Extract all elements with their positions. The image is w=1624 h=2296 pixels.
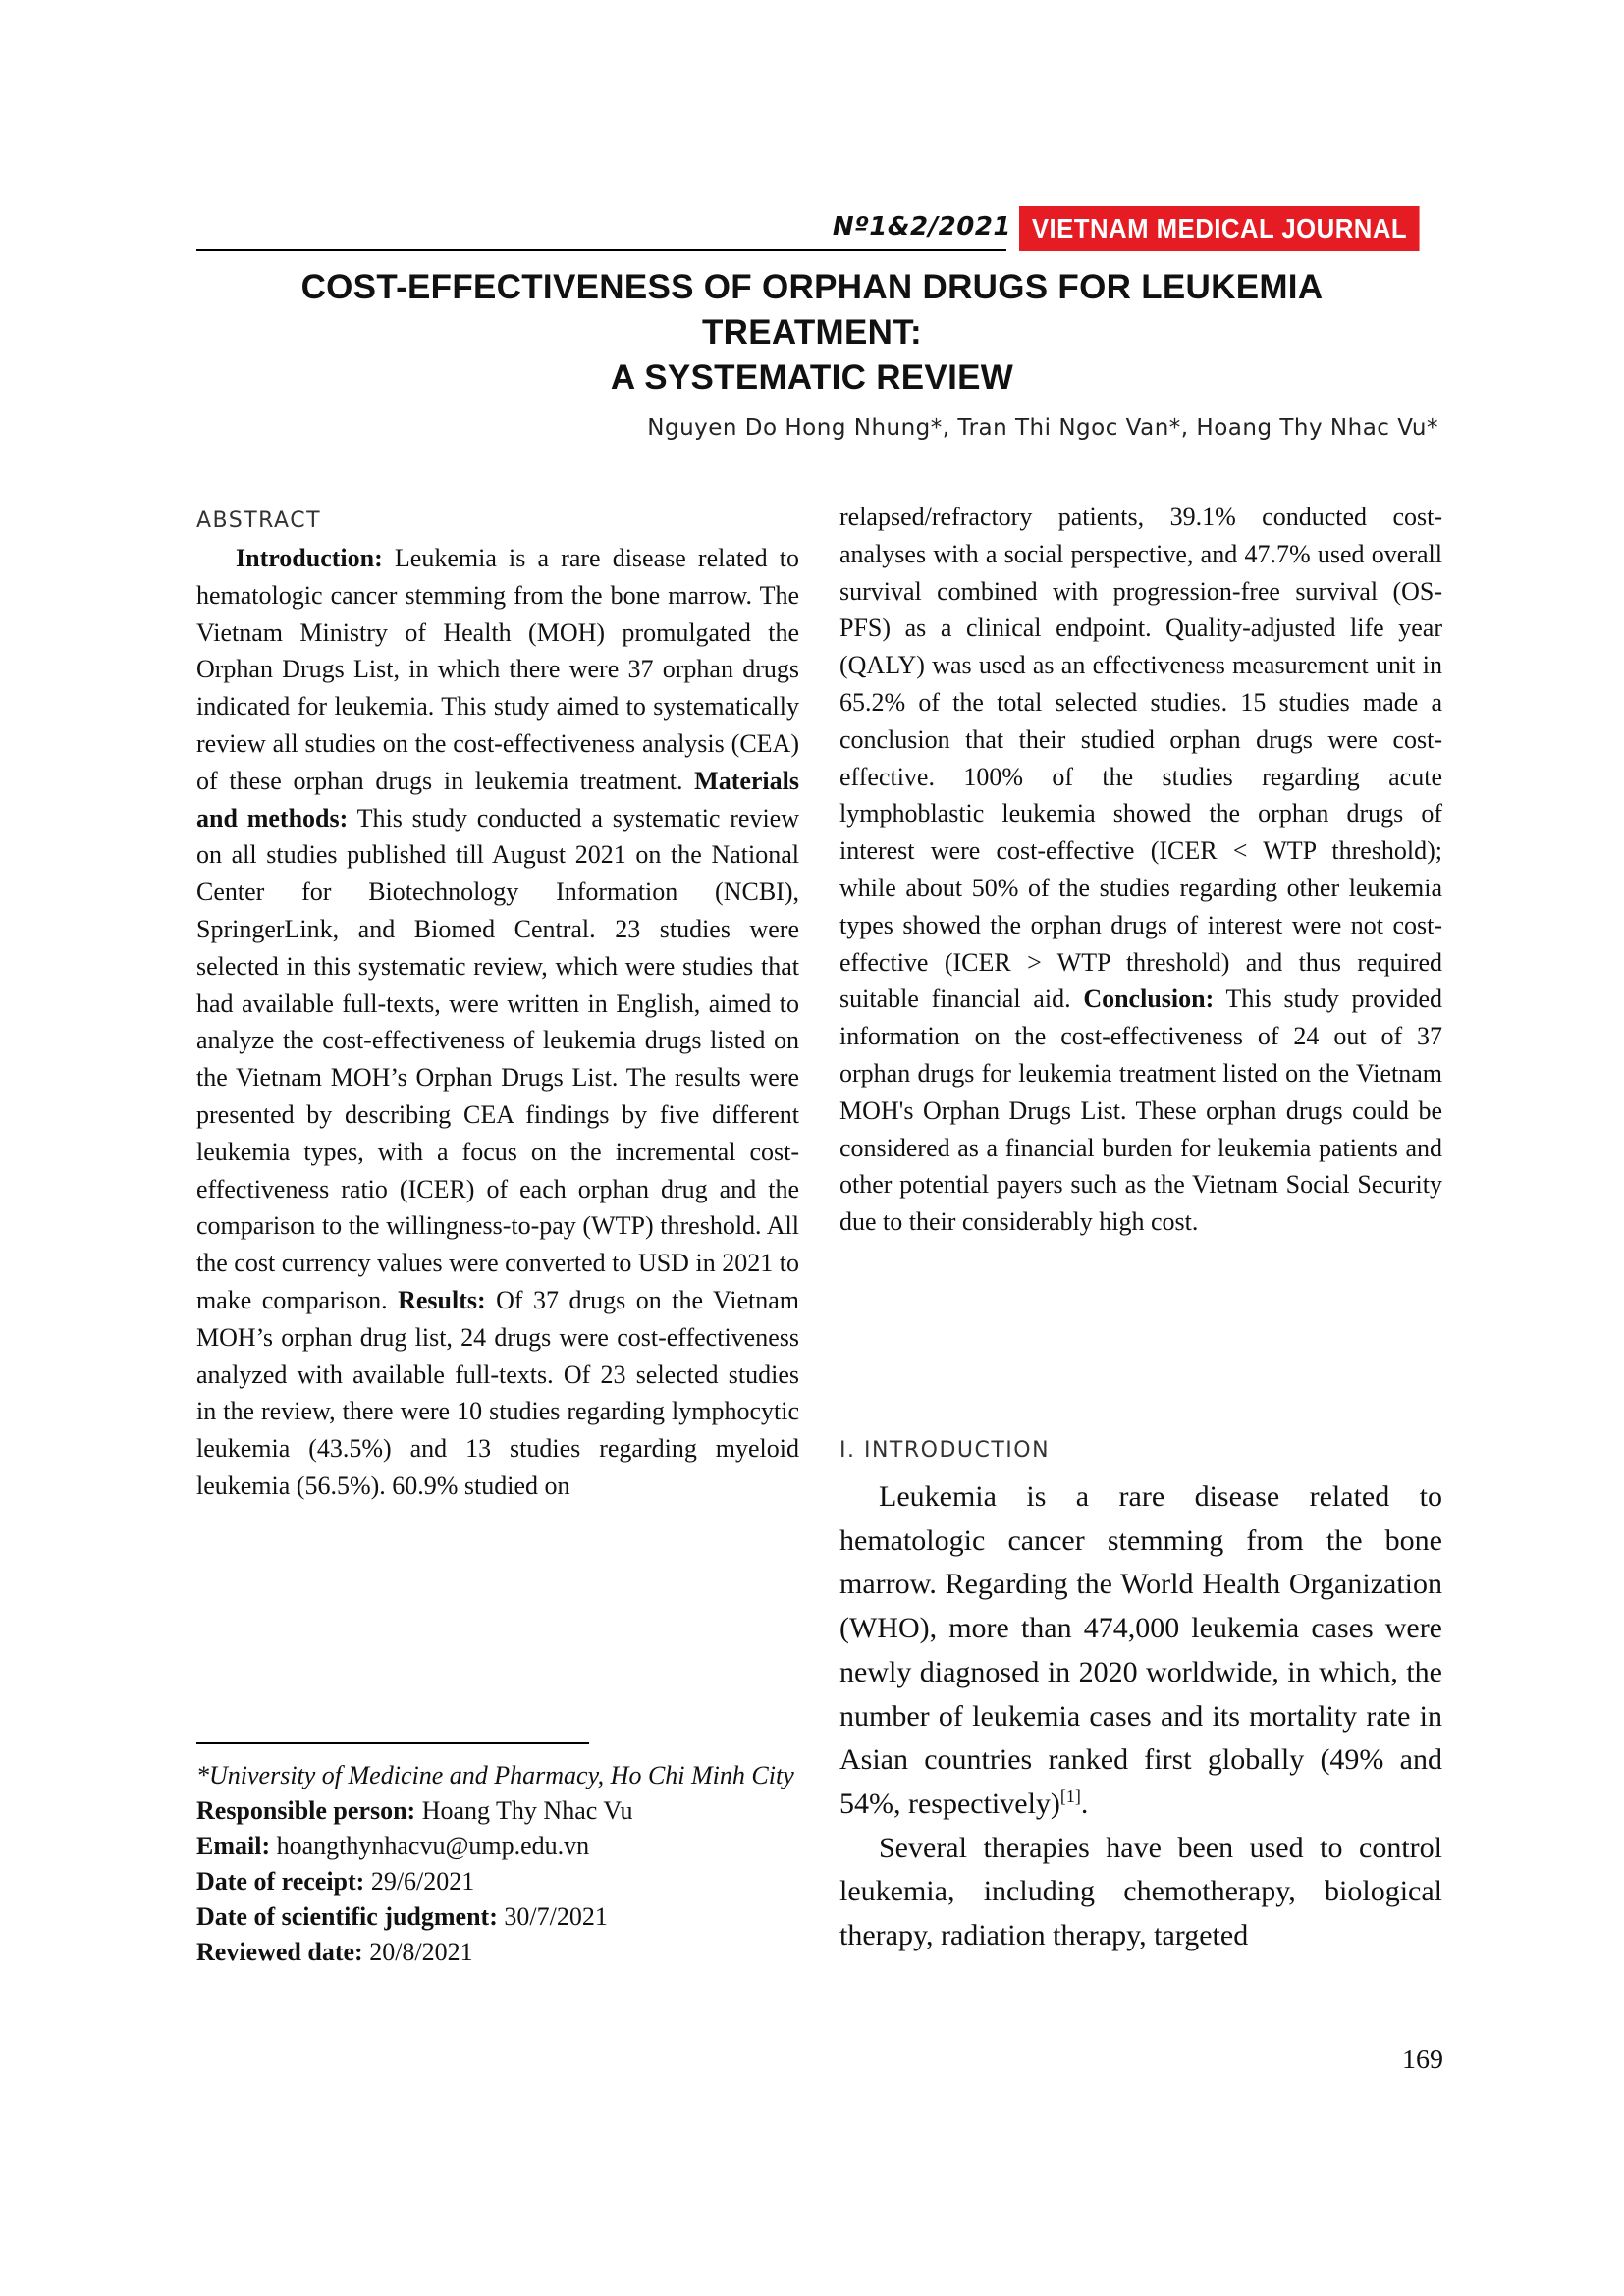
issue-number: Nº1&2/2021 (832, 212, 1011, 241)
results-label: Results: (398, 1285, 486, 1314)
methods-text: This study conducted a systematic review on all studies published till August 2021 on the National Center for Biotechnology Information (NCBI), SpringerLink, and Biomed Central. 23 studies were selected in this systematic review, which were studies that had available full-texts, were written in English, aimed to analyze the cost-effectiveness of leukemia drugs listed on the Vietnam MOH’s Orphan Drugs List. The results were presented by describing CEA findings by five different leukemia types, with a focus on the incremental cost-effectiveness ratio (ICER) of each orphan drug and the comparison to the willingness-to-pay (WTP) threshold. All the cost currency values were converted to USD in 2021 to make comparison. (196, 803, 799, 1314)
affiliation: *University of Medicine and Pharmacy, Ho Chi Minh City (196, 1761, 794, 1789)
footnote (196, 1758, 805, 1970)
introduction-paragraph-1: Leukemia is a rare disease related to hematologic cancer stemming from the bone marrow. Regarding the World Health Organization (WHO), more than 474,000 leukemia cases were newly diagnosed in 2020 worldwide, in which, the number of leukemia cases and its mortality rate in Asian countries ranked first globally (49% and 54%, respectively)[1]. (839, 1480, 1442, 1820)
footnote-rule (196, 1742, 589, 1744)
introduction-body (839, 1475, 1442, 1958)
abstract-continuation (839, 499, 1442, 1241)
reviewed-date: Reviewed date: 20/8/2021 (196, 1938, 473, 1966)
methods-label: Materials and methods: (196, 766, 799, 832)
abstract-left-column (196, 540, 799, 1505)
email: Email: hoangthynhacvu@ump.edu.vn (196, 1832, 590, 1860)
abstract-paragraph (196, 540, 799, 1505)
citation-ref: [1] (1059, 1786, 1081, 1806)
introduction-paragraph-2: Several therapies have been used to control leukemia, including chemotherapy, biological therapy, radiation therapy, targeted (839, 1831, 1442, 1952)
results-text: Of 37 drugs on the Vietnam MOH’s orphan drug list, 24 drugs were cost-effectiveness analyzed with available full-texts. Of 23 selected studies in the review, there were 10 studies regarding lymphocytic leukemia (43.5%) and 13 studies regarding myeloid leukemia (56.5%). 60.9% studied on (196, 1285, 799, 1500)
article-title (196, 265, 1428, 400)
title-line-1: COST-EFFECTIVENESS OF ORPHAN DRUGS FOR LEUKEMIA TREATMENT: (300, 268, 1324, 351)
date-of-receipt: Date of receipt: 29/6/2021 (196, 1867, 475, 1896)
conclusion-label: Conclusion: (1083, 985, 1215, 1014)
introduction-label: Introduction: (236, 544, 383, 572)
date-of-judgment: Date of scientific judgment: 30/7/2021 (196, 1902, 608, 1931)
header-rule (196, 249, 1006, 251)
author-list: Nguyen Do Hong Nhung*, Tran Thi Ngoc Van*, Hoang Thy Nhac Vu* (647, 415, 1438, 441)
introduction-text: Leukemia is a rare disease related to hematologic cancer stemming from the bone marrow. The Vietnam Ministry of Health (MOH) promulgated the Orphan Drugs List, in which there were 37 orphan drugs indicated for leukemia. This study aimed to systematically review all studies on the cost-effectiveness analysis (CEA) of these orphan drugs in leukemia treatment. (196, 544, 799, 795)
page-number: 169 (1402, 2045, 1443, 2075)
results-continued-text: relapsed/refractory patients, 39.1% conducted cost-analyses with a social perspective, and 47.7% used overall survival combined with progression-free survival (OS-PFS) as a clinical endpoint. Quality-adjusted life year (QALY) was used as an effectiveness measurement unit in 65.2% of the total selected studies. 15 studies made a conclusion that their studied orphan drugs were cost-effective. 100% of the studies regarding acute lymphoblastic leukemia showed the orphan drugs of interest were cost-effective (ICER < WTP threshold); while about 50% of the studies regarding other leukemia types showed the orphan drugs of interest were not cost-effective (ICER > WTP threshold) and thus required suitable financial aid. (839, 503, 1442, 1014)
journal-name-badge: VIETNAM MEDICAL JOURNAL (1019, 206, 1420, 251)
abstract-heading: ABSTRACT (196, 508, 322, 533)
abstract-right-column (839, 499, 1442, 1241)
title-line-2: A SYSTEMATIC REVIEW (610, 358, 1014, 397)
conclusion-text: This study provided information on the cost-effectiveness of 24 out of 37 orphan drugs for leukemia treatment listed on the Vietnam MOH's Orphan Drugs List. These orphan drugs could be considered as a financial burden for leukemia patients and other potential payers such as the Vietnam Social Security due to their considerably high cost. (839, 985, 1442, 1237)
responsible-person: Responsible person: Hoang Thy Nhac Vu (196, 1796, 633, 1825)
introduction-heading: I. INTRODUCTION (839, 1438, 1051, 1463)
